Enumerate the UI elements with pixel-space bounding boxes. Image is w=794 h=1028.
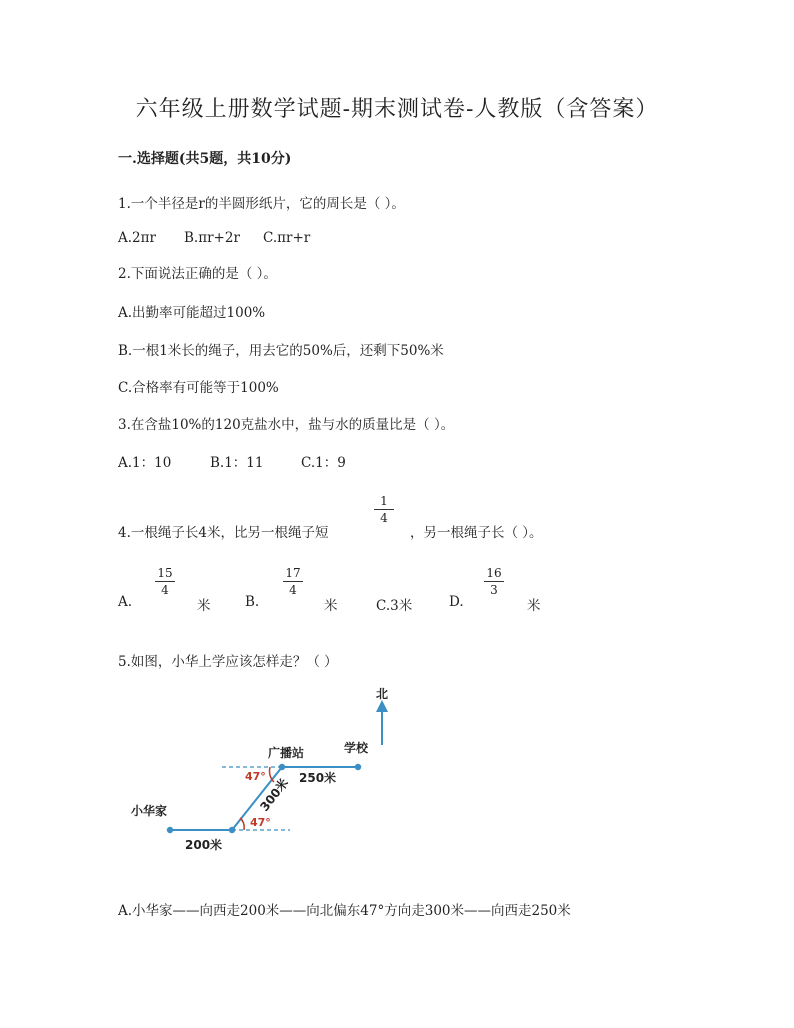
question-1-stem: 1.一个半径是r的半圆形纸片，它的周长是（ ）。 — [118, 196, 405, 212]
fraction-denominator: 4 — [289, 583, 297, 597]
fraction-denominator: 3 — [490, 583, 498, 597]
question-4-option-b-letter: B. — [245, 594, 260, 610]
question-5-stem: 5.如图，小华上学应该怎样走？（ ） — [118, 654, 338, 670]
question-3-option-a: A.1：10 — [118, 455, 172, 471]
question-1-option-b: B.πr+2r — [184, 230, 240, 246]
angle-bottom-label: 47° — [250, 816, 271, 829]
question-2-option-c: C.合格率有可能等于100% — [118, 380, 279, 396]
question-3-stem: 3.在含盐10%的120克盐水中，盐与水的质量比是（ ）。 — [118, 417, 455, 433]
question-2-option-b: B.一根1米长的绳子，用去它的50%后，还剩下50%米 — [118, 343, 444, 359]
school-point — [355, 764, 361, 770]
fraction-denominator: 4 — [380, 511, 388, 525]
question-4-option-d-letter: D. — [449, 594, 464, 610]
question-3-option-c: C.1：9 — [301, 455, 346, 471]
angle-top-label: 47° — [245, 770, 266, 783]
question-1-option-a: A.2πr — [118, 230, 156, 246]
segment-250-label: 250米 — [299, 771, 337, 785]
question-2-option-a: A.出勤率可能超过100% — [118, 305, 266, 321]
station-point — [279, 764, 285, 770]
question-1-option-c: C.πr+r — [263, 230, 311, 246]
question-4-option-c: C.3米 — [376, 598, 413, 614]
home-label: 小华家 — [131, 804, 168, 818]
fraction-numerator: 15 — [157, 566, 173, 580]
question-4-stem-end: ，另一根绳子长（ ）。 — [410, 525, 543, 541]
school-label: 学校 — [344, 741, 369, 755]
angle-arc-top — [270, 767, 275, 782]
station-label: 广播站 — [268, 746, 305, 760]
segment-200-label: 200米 — [185, 838, 223, 852]
turn-point — [229, 827, 235, 833]
segment-300-label: 300米 — [257, 776, 292, 814]
north-label: 北 — [376, 687, 389, 701]
north-arrow-icon — [376, 700, 388, 712]
question-4-option-d-unit: 米 — [527, 598, 541, 614]
fraction-numerator: 17 — [285, 566, 301, 580]
fraction-numerator: 16 — [486, 566, 502, 580]
section-heading: 一.选择题(共5题，共10分) — [118, 151, 292, 167]
fraction-numerator: 1 — [380, 494, 388, 508]
fraction-denominator: 4 — [161, 583, 169, 597]
question-5-option-a: A.小华家——向西走200米——向北偏东47°方向走300米——向西走250米 — [118, 903, 571, 919]
question-4-stem-start: 4.一根绳子长4米，比另一根绳子短 — [118, 525, 329, 541]
page-title: 六年级上册数学试题-期末测试卷-人教版（含答案） — [135, 97, 659, 122]
question-4-option-a-unit: 米 — [197, 598, 211, 614]
question-4-option-a-letter: A. — [118, 594, 133, 610]
question-4-option-b-unit: 米 — [324, 598, 338, 614]
question-2-stem: 2.下面说法正确的是（ ）。 — [118, 266, 277, 282]
question-3-option-b: B.1：11 — [210, 455, 264, 471]
home-point — [167, 827, 173, 833]
